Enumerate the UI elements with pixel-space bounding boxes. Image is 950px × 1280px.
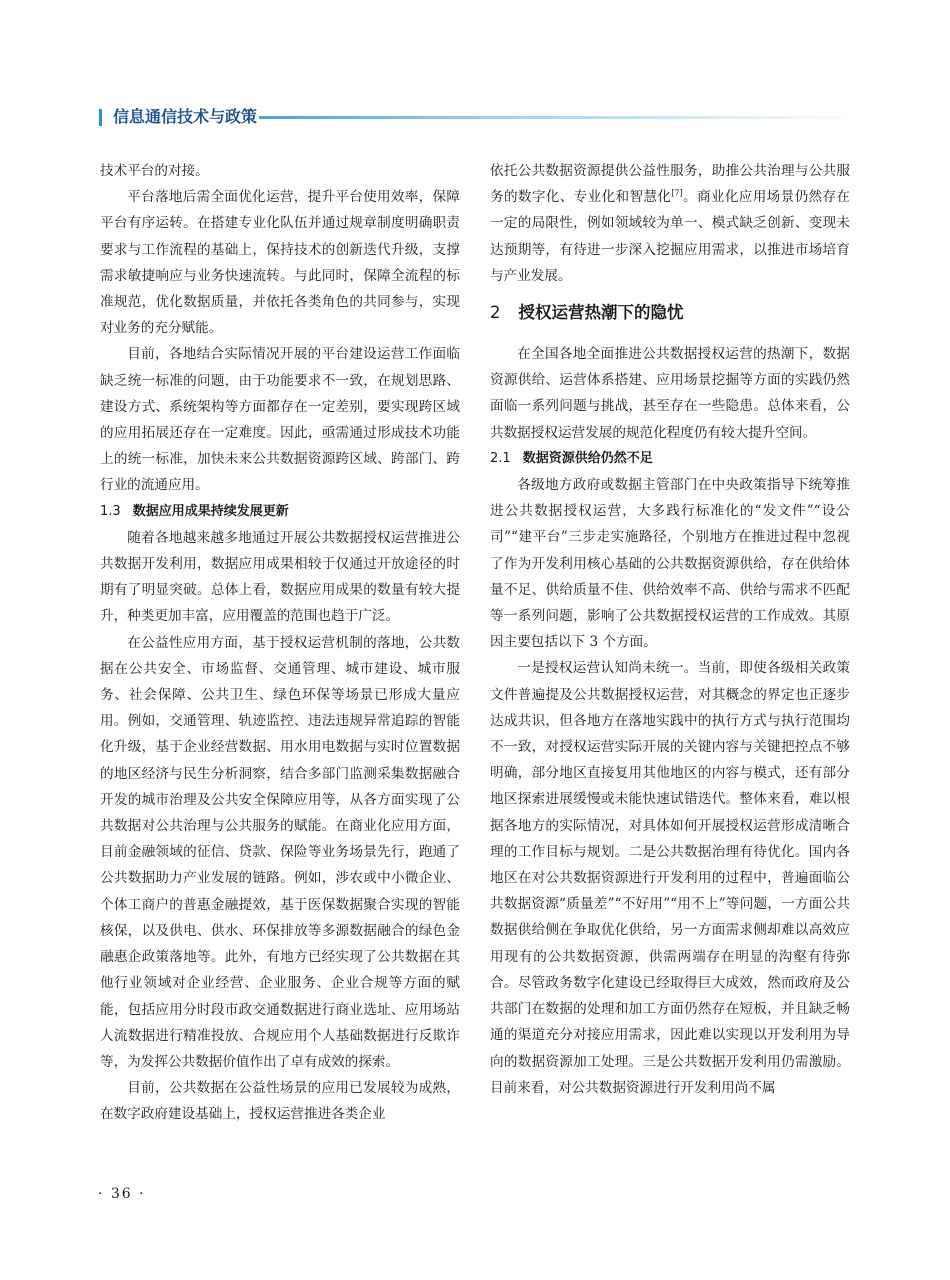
section-heading-1-3 [100, 499, 460, 525]
header-gradient-rule [259, 116, 859, 119]
section-number: 2 [490, 303, 501, 323]
right-column [490, 158, 850, 1101]
running-header [99, 106, 859, 130]
paragraph: 各级地方政府或数据主管部门在中央政策指导下统筹推进公共数据授权运营，大多践行标准化的“发文件”“设公司”“建平台”三步走实施路径，个别地方在推进过程中忽视了作为开发利用核心基础的公共数据资源供给，存在供给体量不足、供给质量不佳、供给效率不高、供给与需求不匹配等一系列问题，影响了公共数据授权运营的工作成效。其原因主要包括以下 3 个方面。 [490, 477, 850, 651]
journal-title: 信息通信技术与政策 [113, 107, 258, 126]
section-title: 数据资源供给仍然不足 [522, 450, 653, 466]
section-heading-2-1 [490, 446, 850, 472]
paragraph-text: 依托公共数据资源提供公益性服务，助推公共治理与公共服务的数字化、专业化和智慧化 [490, 163, 850, 206]
section-number: 2.1 [490, 450, 511, 466]
section-heading-2 [490, 299, 850, 327]
section-title: 数据应用成果持续发展更新 [132, 503, 289, 519]
citation-ref: [7] [671, 188, 683, 198]
paragraph: 目前，公共数据在公益性场景的应用已发展较为成熟，在数字政府建设基础上，授权运营推进各类企业 [100, 1080, 460, 1123]
paragraph: 在公益性应用方面，基于授权运营机制的落地，公共数据在公共安全、市场监督、交通管理、城市建设、城市服务、社会保障、公共卫生、绿色环保等场景已形成大量应用。例如，交通管理、轨迹监控、违法违规异常追踪的智能化升级，基于企业经营数据、用水用电数据与实时位置数据的地区经济与民生分析洞察，结合多部门监测采集数据融合开发的城市治理及公共安全保障应用等，从各方面实现了公共数据对公共治理与公共服务的赋能。在商业化应用方面，目前金融领域的征信、贷款、保险等业务场景先行，跑通了公共数据助力产业发展的链路。例如，涉农或中小微企业、个体工商户的普惠金融提效，基于医保数据聚合实现的智能核保，以及供电、供水、环保排放等多源数据融合的绿色金融惠企政策落地等。此外，有地方已经实现了公共数据在其他行业领域对企业经营、企业服务、企业合规等方面的赋能，包括应用分时段市政交通数据进行商业选址、应用场站人流数据进行精准投放、合规应用个人基础数据进行反欺诈等，为发挥公共数据价值作出了卓有成效的探索。 [100, 634, 460, 1070]
paragraph: 一是授权运营认知尚未统一。当前，即使各级相关政策文件普遍提及公共数据授权运营，对其概念的界定也正逐步达成共识，但各地方在落地实践中的执行方式与执行范围均不一致，对授权运营实际开展的关键内容与关键把控点不够明确，部分地区直接复用其他地区的内容与模式，还有部分地区探索进展缓慢或未能快速试错迭代。整体来看，难以根据各地方的实际情况，对具体如何开展授权运营形成清晰合理的工作目标与规划。二是公共数据治理有待优化。国内各地区在对公共数据资源进行开发利用的过程中，普遍面临公共数据资源“质量差”“不好用”“用不上”等问题，一方面公共数据供给侧在争取优化供给，另一方面需求侧却难以高效应用现有的公共数据资源，供需两端存在明显的沟壑有待弥合。尽管政务数字化建设已经取得巨大成效，然而政府及公共部门在数据的处理和加工方面仍然存在短板，并且缺乏畅通的渠道充分对接应用需求，因此难以实现以开发利用为导向的数据资源加工处理。三是公共数据开发利用仍需激励。目前来看，对公共数据资源进行开发利用尚不属 [490, 660, 850, 1096]
paragraph: 平台落地后需全面优化运营，提升平台使用效率，保障平台有序运转。在搭建专业化队伍并通过规章制度明确职责要求与工作流程的基础上，保持技术的创新迭代升级，支撑需求敏捷响应与业务快速流转。与此同时，保障全流程的标准规范，优化数据质量，并依托各类角色的共同参与，实现对业务的充分赋能。 [100, 189, 460, 337]
section-title: 授权运营热潮下的隐忧 [518, 303, 684, 323]
paragraph: 在全国各地全面推进公共数据授权运营的热潮下，数据资源供给、运营体系搭建、应用场景挖掘等方面的实践仍然面临一系列问题与挑战，甚至存在一些隐患。总体来看，公共数据授权运营发展的规范化程度仍有较大提升空间。 [490, 346, 850, 441]
paragraph: 技术平台的对接。 [100, 163, 209, 179]
paragraph [490, 158, 850, 289]
left-column [100, 158, 460, 1128]
section-number: 1.3 [100, 503, 121, 519]
paragraph: 随着各地越来越多地通过开展公共数据授权运营推进公共数据开发利用，数据应用成果相较于仅通过开放途径的时期有了明显突破。总体上看，数据应用成果的数量有较大提升，种类更加丰富，应用覆盖的范围也趋于广泛。 [100, 529, 460, 625]
page-number: · 36 · [98, 1186, 146, 1202]
header-accent-bar [99, 109, 102, 126]
paragraph-text: 。商业化应用场景仍然存在一定的局限性，例如领域较为单一、模式缺乏创新、变现未达预期等，有待进一步深入挖掘应用需求，以推进市场培育与产业发展。 [490, 189, 851, 284]
paragraph: 目前，各地结合实际情况开展的平台建设运营工作面临缺乏统一标准的问题，由于功能要求不一致，在规划思路、建设方式、系统架构等方面都存在一定差别，要实现跨区域的应用拓展还存在一定难度。因此，亟需通过形成技术功能上的统一标准，加快未来公共数据资源跨区域、跨部门、跨行业的流通应用。 [100, 346, 460, 494]
